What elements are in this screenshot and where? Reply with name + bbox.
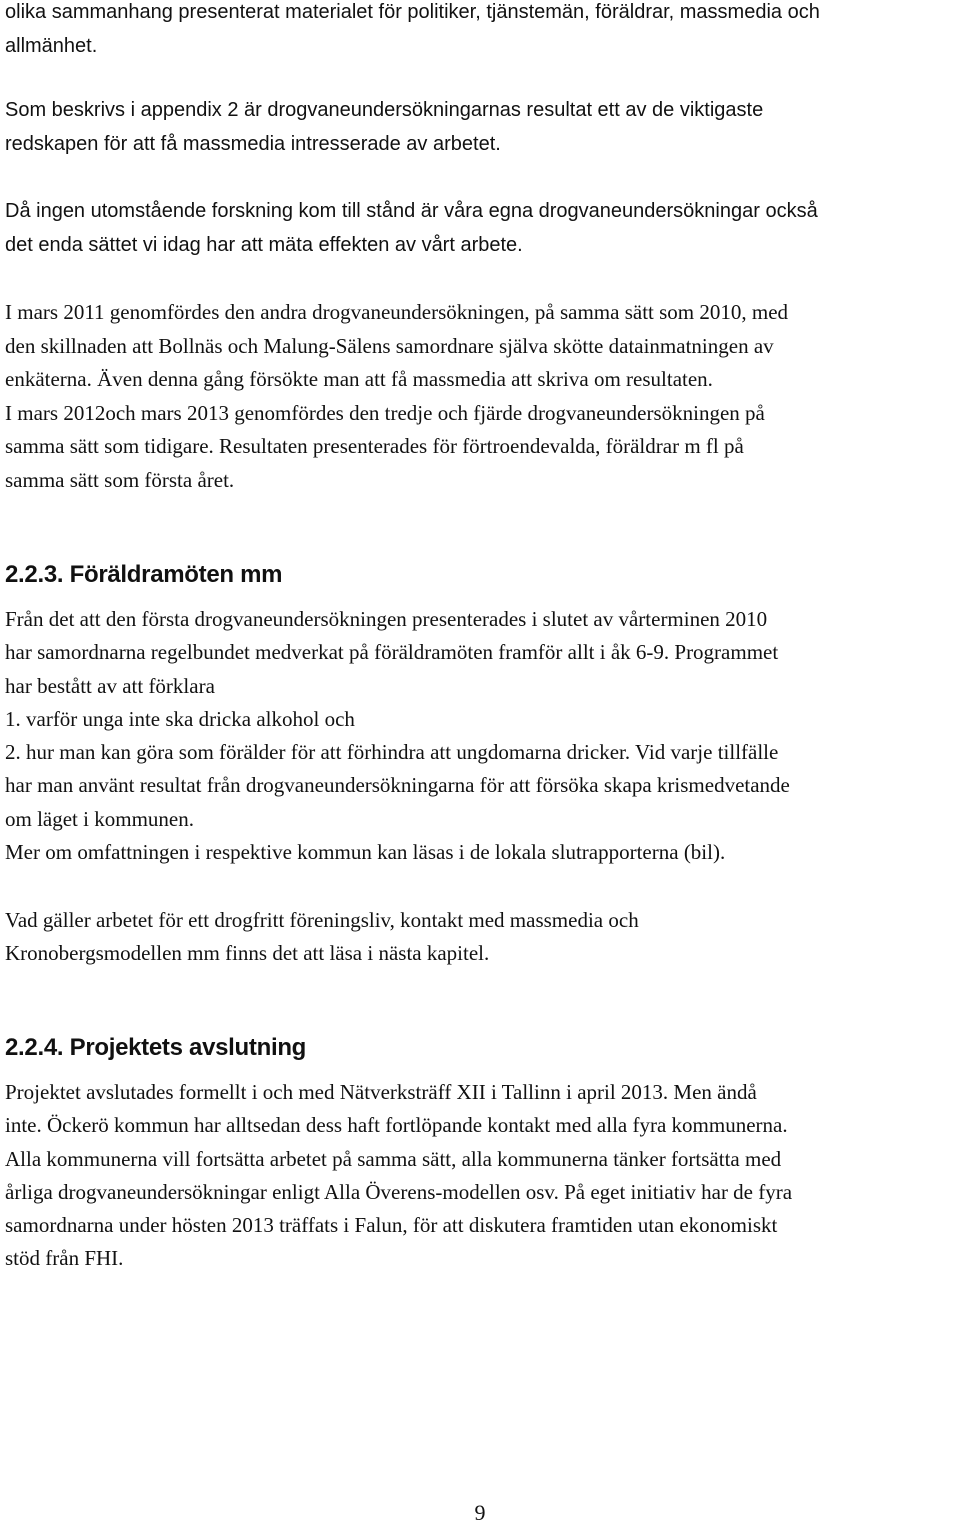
text-line: årliga drogvaneundersökningar enligt Alla Överens-modellen osv. På eget initiativ har de fyra [5,1179,793,1204]
text-line: Från det att den första drogvaneundersökningen presenterades i slutet av vårterminen 2010 [5,607,768,631]
text-line: redskapen för att få massmedia intresserade av arbetet. [5,132,501,155]
text-line: I mars 2012och mars 2013 genomfördes den tredje och fjärde drogvaneundersökningen på [5,400,765,425]
text-line: samordnarna under hösten 2013 träffats i Falun, för att diskutera framtiden utan ekonomiskt [5,1213,778,1238]
text-line: 2. hur man kan göra som förälder för att förhindra att ungdomarna dricker. Vid varje tillfälle [5,740,779,765]
section-heading-2-2-4: 2.2.4. Projektets avslutning [5,1034,307,1061]
text-line: I mars 2011 genomfördes den andra drogvaneundersökningen, på samma sätt som 2010, med [5,300,789,324]
page-number: 9 [474,1500,486,1525]
text-line: enkäterna. Även denna gång försökte man att få massmedia att skriva om resultaten. [5,367,713,392]
text-line: Mer om omfattningen i respektive kommun kan läsas i de lokala slutrapporterna (bil). [5,840,726,865]
text-line: Vad gäller arbetet för ett drogfritt föreningsliv, kontakt med massmedia och [5,908,639,932]
text-line: har samordnarna regelbundet medverkat på föräldramöten framför allt i åk 6-9. Programmet [5,640,779,665]
text-line: Alla kommunerna vill fortsätta arbetet på samma sätt, alla kommunerna tänker fortsätta med [5,1146,782,1171]
text-line: samma sätt som första året. [5,467,235,492]
text-line: Som beskrivs i appendix 2 är drogvaneundersökningarnas resultat ett av de viktigaste [5,99,764,121]
section-heading-2-2-3: 2.2.3. Föräldramöten mm [5,561,283,588]
text-line: Projektet avslutades formellt i och med Nätverksträff XII i Tallinn i april 2013. Men ändå [5,1080,757,1104]
text-line: allmänhet. [5,34,98,57]
text-line: om läget i kommunen. [5,806,194,831]
paragraph-intro [5,0,955,63]
paragraph-parent-meetings [5,603,955,869]
text-line: stöd från FHI. [5,1246,124,1271]
text-line: olika sammanhang presenterat materialet för politiker, tjänstemän, föräldrar, massmedia och [5,1,820,23]
text-line: inte. Öckerö kommun har alltsedan dess haft fortlöpande kontakt med alla fyra kommunerna. [5,1113,788,1138]
paragraph-project-end [5,1076,955,1276]
paragraph-surveys [5,296,955,498]
text-line: har bestått av att förklara [5,673,215,698]
text-line: den skillnaden att Bollnäs och Malung-Sälens samordnare själva skötte datainmatningen av [5,333,774,358]
paragraph-appendix [5,94,955,161]
text-line: Kronobergsmodellen mm finns det att läsa i nästa kapitel. [5,941,490,966]
text-line: samma sätt som tidigare. Resultaten presenterades för förtroendevalda, föräldrar m fl på [5,434,744,459]
text-line: det enda sättet vi idag har att mäta effekten av vårt arbete. [5,233,523,256]
text-line: har man använt resultat från drogvaneundersökningarna för att försöka skapa krismedvetande [5,773,790,798]
text-line: 1. varför unga inte ska dricka alkohol och [5,706,355,731]
paragraph-research [5,195,955,262]
paragraph-next-chapter [5,904,955,971]
text-line: Då ingen utomstående forskning kom till stånd är våra egna drogvaneundersökningar också [5,200,818,222]
